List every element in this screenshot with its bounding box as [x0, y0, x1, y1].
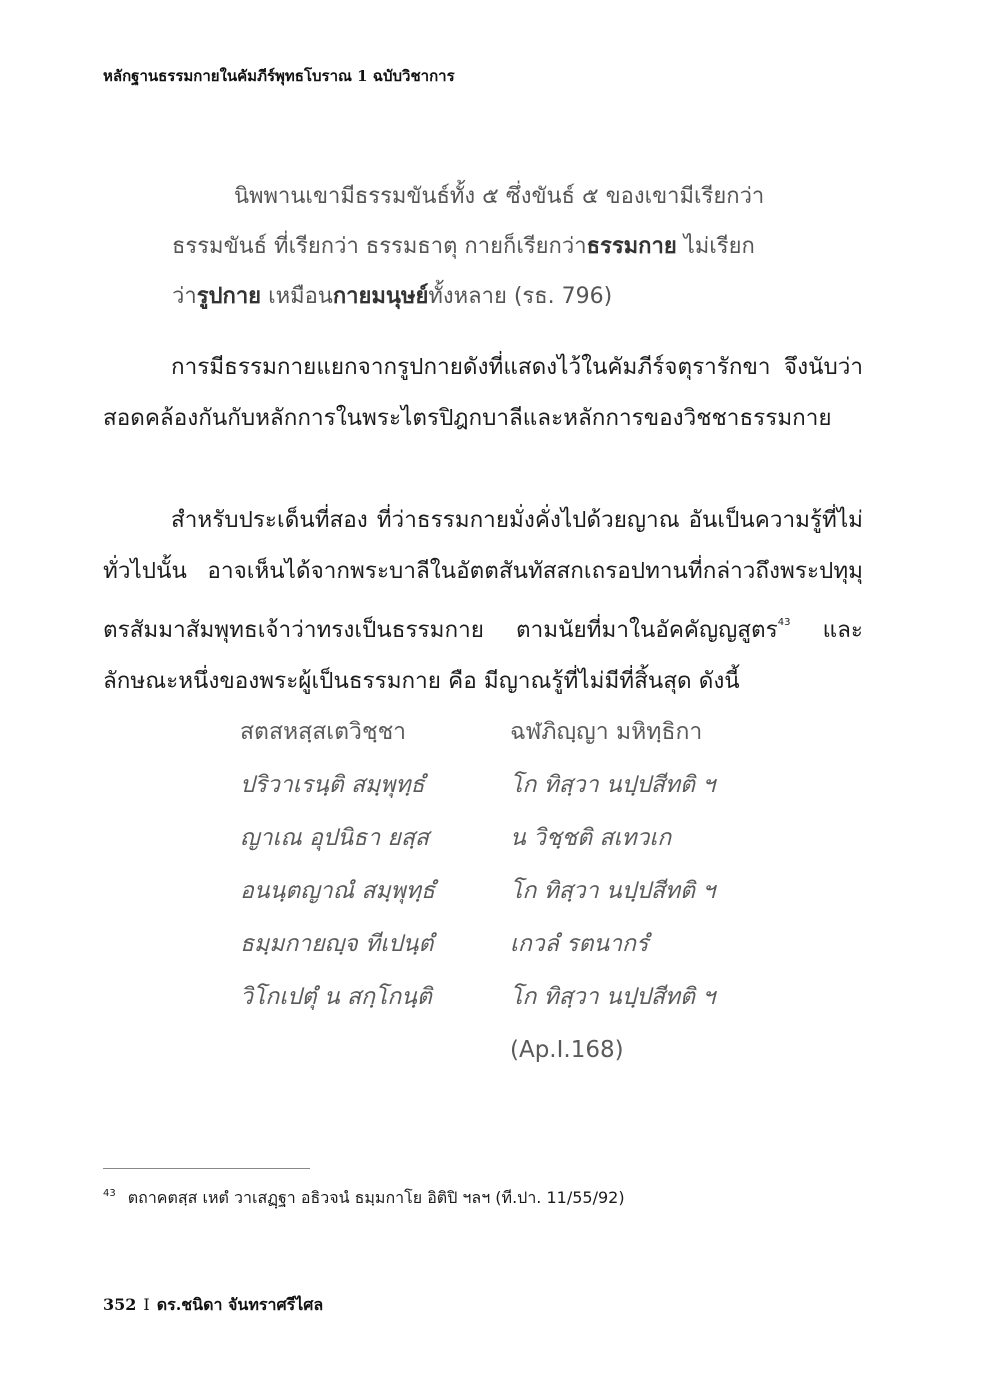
quote-text: ไม่เรียก [676, 234, 755, 259]
quote-text: ทั้งหลาย (รธ. 796) [428, 284, 613, 309]
page-number: 352 [103, 1295, 137, 1314]
quote-text: ธรรมขันธ์ ที่เรียกว่า ธรรมธาตุ กายก็เรียกว่า [172, 234, 587, 259]
footnote-divider [103, 1168, 310, 1169]
quote-line-3 [172, 272, 812, 322]
verse-left: ปริวาเรนฺติ สมฺพุทฺธํ [240, 772, 425, 798]
verse-citation: (Ap.I.168) [510, 1037, 624, 1063]
verse-left: อนนฺตญาณํ สมฺพุทฺธํ [240, 878, 435, 904]
footnote [103, 1186, 625, 1211]
verse-row [240, 918, 800, 971]
quote-emphasis: กายมนุษย์ [332, 284, 429, 309]
footnote-ref[interactable]: 43 [777, 617, 791, 628]
verse-right: ฉฬภิญฺญา มหิทฺธิกา [510, 719, 703, 745]
footnote-number: 43 [103, 1188, 116, 1199]
verse-row [240, 1024, 800, 1077]
quote-text: ว่า [172, 284, 197, 309]
quote-line-2 [172, 222, 812, 272]
verse-right: น วิชฺชติ สเทวเก [510, 825, 672, 851]
verse-row [240, 812, 800, 865]
footnote-text: ตถาคตสฺส เหตํ วาเสฏฺฐา อธิวจนํ ธมฺมกาโย อิติปิ ฯลฯ (ที.ปา. 11/55/92) [127, 1188, 625, 1207]
block-quote [172, 172, 812, 322]
verse-left: ธมฺมกายญฺจ ทีเปนฺตํ [240, 931, 434, 957]
quote-emphasis: ธรรมกาย [586, 234, 677, 259]
paragraph-1 [103, 342, 863, 444]
paragraph-2 [103, 495, 863, 707]
verse-left: สตสหสฺสเตวิชฺชา [240, 719, 407, 745]
verse-row [240, 971, 800, 1024]
verse-left: ญาเณ อุปนิธา ยสฺส [240, 825, 429, 851]
verse-spacer [240, 1024, 510, 1077]
footer-separator: I [143, 1295, 150, 1314]
pali-verse [240, 706, 800, 1077]
paragraph-text: และลักษณะหนึ่งของพระผู้เป็นธรรมกาย คือ มีญาณรู้ที่ไม่มีที่สิ้นสุด ดังนี้ [103, 617, 864, 694]
verse-left: วิโกเปตุํ น สกฺโกนฺติ [240, 984, 432, 1010]
quote-emphasis: รูปกาย [196, 284, 262, 309]
verse-right: โก ทิสฺวา นปฺปสีทติ ฯ [510, 772, 716, 798]
running-header: หลักฐานธรรมกายในคัมภีร์พุทธโบราณ 1 ฉบับวิชาการ [103, 67, 455, 85]
verse-row [240, 759, 800, 812]
quote-text: เหมือน [261, 284, 333, 309]
quote-line-1: นิพพานเขามีธรรมขันธ์ทั้ง ๕ ซึ่งขันธ์ ๕ ของเขามีเรียกว่า [234, 184, 765, 209]
verse-row [240, 865, 800, 918]
verse-row [240, 706, 800, 759]
paragraph-text: สำหรับประเด็นที่สอง ที่ว่าธรรมกายมั่งคั่งไปด้วยญาณ อันเป็นความรู้ที่ไม่ทั่วไปนั้น อาจเห็นได้จากพระบาลีในอัตตสันทัสสกเถรอปทานที่กล่าวถึงพระปทุมุตรสัมมาสัมพุทธเจ้าว่าทรงเป็นธรรมกาย ตามนัยที่มาในอัคคัญญสูตร [103, 507, 863, 643]
verse-right: โก ทิสฺวา นปฺปสีทติ ฯ [510, 984, 716, 1010]
verse-right: โก ทิสฺวา นปฺปสีทติ ฯ [510, 878, 716, 904]
page-footer [103, 1293, 323, 1318]
paragraph-text: การมีธรรมกายแยกจากรูปกายดังที่แสดงไว้ในคัมภีร์จตุรารักขา จึงนับว่าสอดคล้องกันกับหลักการในพระไตรปิฎกบาลีและหลักการของวิชชาธรรมกาย [103, 354, 863, 431]
author-name: ดร.ชนิดา จันทราศรีไศล [156, 1295, 324, 1314]
verse-right: เกวลํ รตนากรํ [510, 931, 649, 957]
